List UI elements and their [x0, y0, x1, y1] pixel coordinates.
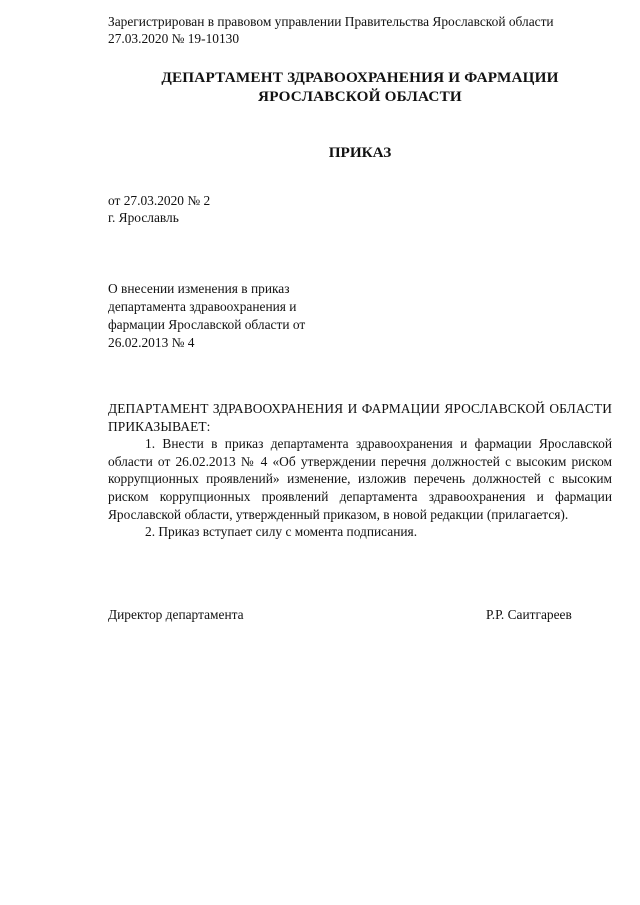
subject-line-1: О внесении изменения в приказ: [108, 281, 290, 296]
registration-line-2: 27.03.2020 № 19-10130: [108, 31, 240, 46]
document-type-title: ПРИКАЗ: [328, 144, 392, 161]
department-heading-line-2: ЯРОСЛАВСКОЙ ОБЛАСТИ: [258, 88, 462, 105]
document-date-number: от 27.03.2020 № 2: [108, 193, 211, 208]
order-intro: ДЕПАРТАМЕНТ ЗДРАВООХРАНЕНИЯ И ФАРМАЦИИ ЯРОСЛАВСКОЙ ОБЛАСТИ ПРИКАЗЫВАЕТ:: [108, 401, 612, 434]
signature-name: Р.Р. Саитгареев: [486, 607, 572, 622]
order-item-1: 1. Внести в приказ департамента здравоохранения и фармации Ярославской области от 26.02.2013 № 4 «Об утверждении перечня должностей с высоким риском коррупционных проявлений» изменение, изложив перечень должностей с высоким риском коррупционных проявлений департамента здравоохранения и фармации Ярославской области, утвержденный приказом, в новой редакции (прилагается).: [108, 436, 612, 522]
subject-line-3: фармации Ярославской области от: [108, 317, 306, 332]
document-subject: [108, 280, 358, 352]
signature-position: Директор департамента: [108, 607, 244, 622]
registration-line-1: Зарегистрирован в правовом управлении Правительства Ярославской области: [108, 14, 554, 29]
registration-stamp: [108, 13, 618, 47]
document-city: г. Ярославль: [108, 210, 179, 225]
subject-line-2: департамента здравоохранения и: [108, 299, 297, 314]
department-heading: [100, 68, 620, 106]
document-date-block: [108, 192, 408, 226]
order-item-2: 2. Приказ вступает силу с момента подписания.: [145, 524, 418, 540]
department-heading-line-1: ДЕПАРТАМЕНТ ЗДРАВООХРАНЕНИЯ И ФАРМАЦИИ: [161, 69, 559, 86]
document-body: [108, 400, 612, 541]
subject-line-4: 26.02.2013 № 4: [108, 335, 195, 350]
